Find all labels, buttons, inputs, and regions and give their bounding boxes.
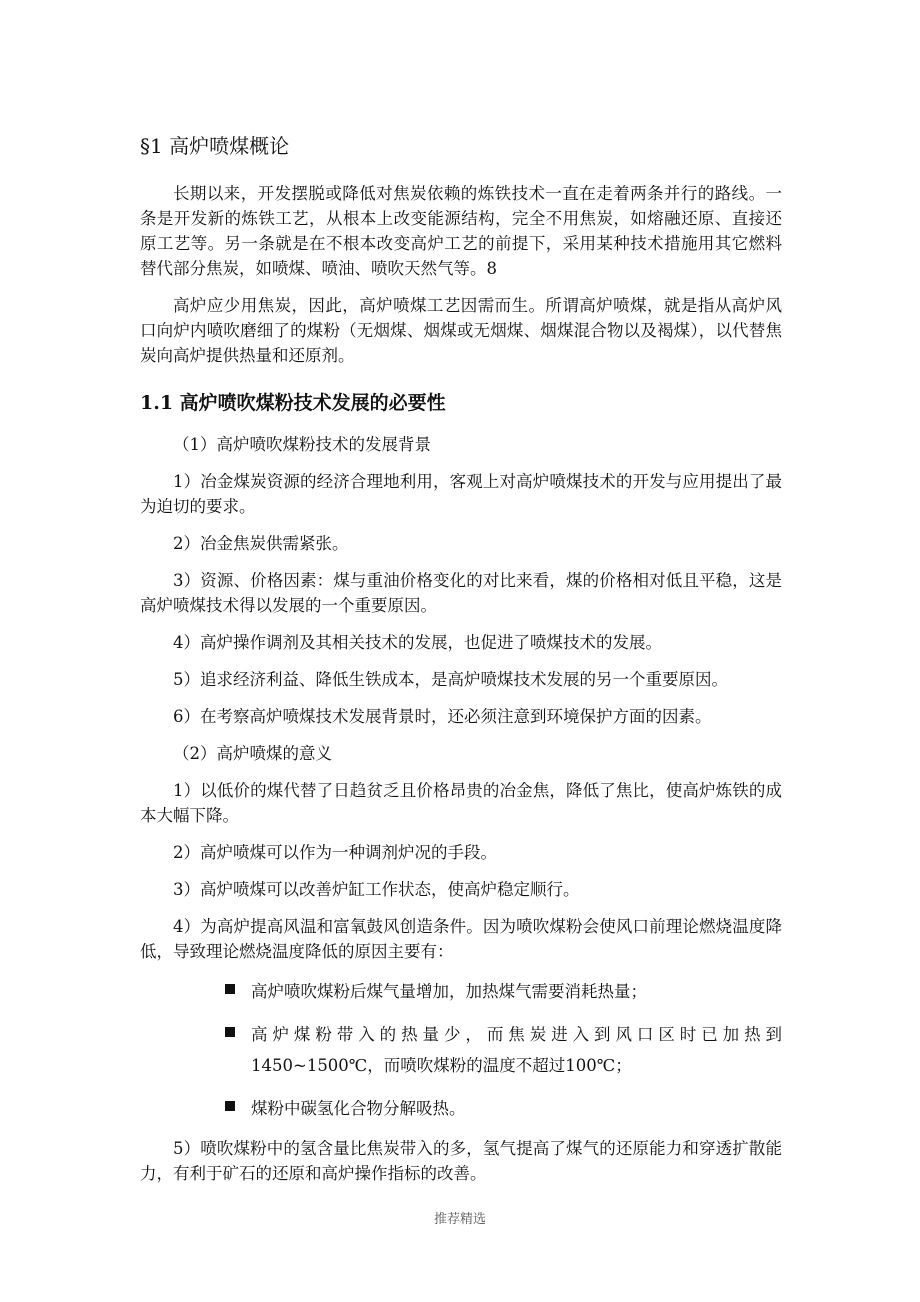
section-title: §1 高炉喷煤概论 [140,134,290,159]
square-bullet-icon [225,1027,235,1037]
square-bullet-icon [225,1101,235,1111]
list-item: 3）资源、价格因素：煤与重油价格变化的对比来看，煤的价格相对低且平稳，这是高炉喷煤技术得以发展的一个重要原因。 [140,571,782,616]
significance-heading: （2）高炉喷煤的意义 [173,744,332,764]
bullet-item [225,1093,782,1124]
square-bullet-icon [225,984,235,994]
bullet-text: 煤粉中碳氢化合物分解吸热。 [251,1099,466,1119]
list-item: 6）在考察高炉喷煤技术发展背景时，还必须注意到环境保护方面的因素。 [173,707,712,727]
bullet-item [225,1019,782,1081]
list-item: 2）高炉喷煤可以作为一种调剂炉况的手段。 [173,843,497,863]
bullet-item [225,976,782,1007]
bullet-text: 高炉喷吹煤粉后煤气量增加，加热煤气需要消耗热量； [251,982,647,1002]
list-item: 5）追求经济利益、降低生铁成本，是高炉喷煤技术发展的另一个重要原因。 [173,670,728,690]
bullet-list [140,976,782,1124]
list-item: 1）以低价的煤代替了日趋贫乏且价格昂贵的冶金焦，降低了焦比，使高炉炼铁的成本大幅下降。 [140,781,782,826]
paragraph: 长期以来，开发摆脱或降低对焦炭依赖的炼铁技术一直在走着两条并行的路线。一条是开发新的炼铁工艺，从根本上改变能源结构，完全不用焦炭，如熔融还原、直接还原工艺等。另一条就是在不根本改变高炉工艺的前提下，采用某种技术措施用其它燃料替代部分焦炭，如喷煤、喷油、喷吹天然气等。8 [140,184,782,279]
list-item: 5）喷吹煤粉中的氢含量比焦炭带入的多，氢气提高了煤气的还原能力和穿透扩散能力，有利于矿石的还原和高炉操作指标的改善。 [140,1139,782,1184]
list-item: 4）为高炉提高风温和富氧鼓风创造条件。因为喷吹煤粉会使风口前理论燃烧温度降低，导致理论燃烧温度降低的原因主要有： [140,917,782,962]
subsection-title: 1.1 高炉喷吹煤粉技术发展的必要性 [140,392,446,415]
list-item: 1）冶金煤炭资源的经济合理地利用，客观上对高炉喷煤技术的开发与应用提出了最为迫切的要求。 [140,472,782,517]
page-footer: 推荐精选 [433,1212,486,1227]
paragraph: 高炉应少用焦炭，因此，高炉喷煤工艺因需而生。所谓高炉喷煤，就是指从高炉风口向炉内喷吹磨细了的煤粉（无烟煤、烟煤或无烟煤、烟煤混合物以及褐煤），以代替焦炭向高炉提供热量和还原剂。 [140,296,782,366]
background-heading: （1）高炉喷吹煤粉技术的发展背景 [173,435,431,455]
bullet-text: 高炉煤粉带入的热量少，而焦炭进入到风口区时已加热到1450~1500℃，而喷吹煤粉的温度不超过100℃； [251,1025,782,1076]
list-item: 2）冶金焦炭供需紧张。 [173,534,349,554]
list-item: 3）高炉喷煤可以改善炉缸工作状态，使高炉稳定顺行。 [173,880,580,900]
list-item: 4）高炉操作调剂及其相关技术的发展，也促进了喷煤技术的发展。 [173,633,662,653]
document-body [140,118,782,1198]
